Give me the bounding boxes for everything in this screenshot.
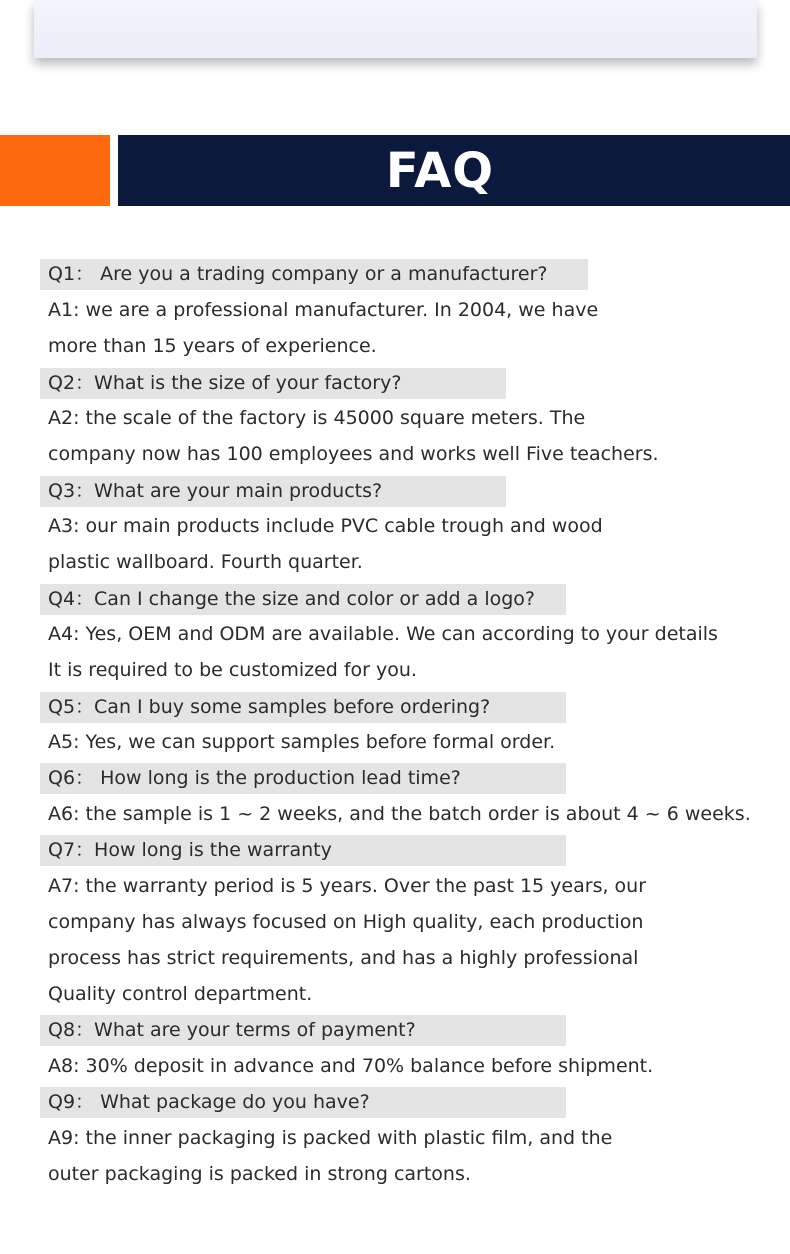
- faq-answer-2-line-2: company now has 100 employees and works well Five teachers.: [48, 443, 659, 465]
- orange-accent-block: [0, 135, 110, 206]
- faq-answer-5-line-1: A5: Yes, we can support samples before formal order.: [48, 731, 556, 753]
- faq-answer-9-line-2: outer packaging is packed in strong cartons.: [48, 1163, 471, 1185]
- faq-answer-4-line-2: It is required to be customized for you.: [48, 659, 417, 681]
- faq-answer-1-line-1: A1: we are a professional manufacturer. In 2004, we have: [48, 299, 599, 321]
- faq-answer-7-line-2: company has always focused on High quality, each production: [48, 911, 644, 933]
- faq-question-3: Q3：What are your main products?: [40, 476, 506, 507]
- faq-question-7: Q7：How long is the warranty: [40, 835, 566, 866]
- faq-answer-7-line-4: Quality control department.: [48, 983, 313, 1005]
- faq-question-6: Q6： How long is the production lead time?: [40, 763, 566, 794]
- faq-header-bar: [118, 135, 790, 206]
- faq-answer-2-line-1: A2: the scale of the factory is 45000 square meters. The: [48, 407, 586, 429]
- faq-answer-7-line-1: A7: the warranty period is 5 years. Over the past 15 years, our: [48, 875, 647, 897]
- faq-answer-9-line-1: A9: the inner packaging is packed with plastic film, and the: [48, 1127, 613, 1149]
- faq-question-8: Q8：What are your terms of payment?: [40, 1015, 566, 1046]
- faq-question-4: Q4：Can I change the size and color or add a logo?: [40, 584, 566, 615]
- faq-question-2: Q2：What is the size of your factory?: [40, 368, 506, 399]
- faq-question-5: Q5：Can I buy some samples before ordering?: [40, 692, 566, 723]
- faq-answer-8-line-1: A8: 30% deposit in advance and 70% balance before shipment.: [48, 1055, 654, 1077]
- faq-answer-6-line-1: A6: the sample is 1 ~ 2 weeks, and the batch order is about 4 ~ 6 weeks.: [48, 803, 751, 825]
- faq-answer-1-line-2: more than 15 years of experience.: [48, 335, 377, 357]
- faq-answer-3-line-2: plastic wallboard. Fourth quarter.: [48, 551, 363, 573]
- faq-question-9: Q9： What package do you have?: [40, 1087, 566, 1118]
- faq-answer-4-line-1: A4: Yes, OEM and ODM are available. We can according to your details: [48, 623, 718, 645]
- faq-answer-7-line-3: process has strict requirements, and has a highly professional: [48, 947, 639, 969]
- top-image-card: [34, 0, 757, 58]
- faq-answer-3-line-1: A3: our main products include PVC cable trough and wood: [48, 515, 603, 537]
- page-title: FAQ: [385, 142, 495, 199]
- faq-question-1: Q1： Are you a trading company or a manufacturer?: [40, 259, 588, 290]
